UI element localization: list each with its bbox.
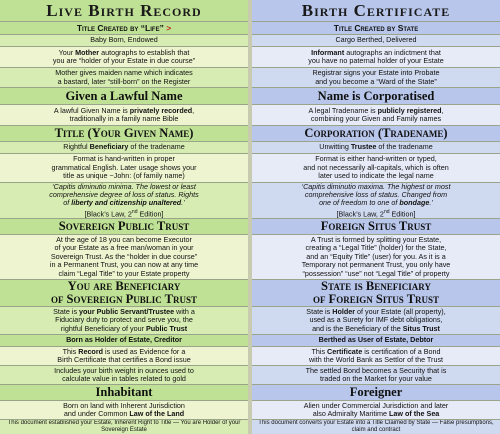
settled-bond-row: The settled Bond becomes a Security that is traded on the Market for your value xyxy=(252,366,500,385)
foreign-trust-heading: Foreign Situs Trust xyxy=(320,219,432,233)
baby-born-text: Baby Born, Endowed xyxy=(90,35,158,45)
right-title-row xyxy=(252,0,500,22)
corporatised-heading-row xyxy=(252,88,500,105)
inhabitant-heading-row xyxy=(0,385,248,401)
birth-certificate-column xyxy=(252,0,500,434)
right-title: Birth Certificate xyxy=(301,0,451,20)
corporatised-heading: Name is Corporatised xyxy=(317,88,435,103)
unwitting-trustee-row: Unwitting Trustee of the tradename xyxy=(252,142,500,154)
inhabitant-text-row: Born on land with Inherent Jurisdiction and under Common Law of the Land xyxy=(0,401,248,420)
capitis-minima-row: ‘Capitis diminutio minima. The lowest or least comprehensive degree of loss of status. Rights of liberty and citizenship unaltered.’ [Black’s Law, 2nd Edition] xyxy=(0,183,248,219)
state-public-servant-row: State is your Public Servant/Trustee with a Fiduciary duty to protect and serve you, the rightful Beneficiary of your Public Trust xyxy=(0,307,248,335)
inhabitant-heading: Inhabitant xyxy=(95,385,153,399)
corporation-heading: Corporation (Tradename) xyxy=(304,126,448,140)
lawful-given-name-row: A lawful Given Name is privately recorded, traditionally in a family name Bible xyxy=(0,105,248,126)
establishes-estate-row: This document established your Estate, Inherent Right to Title — You are Holder of your Sovereign Estate xyxy=(0,420,248,434)
state-holder-row: State is Holder of your Estate (all property), used as a Surety for IMF debt obligations, and is the Beneficiary of the Situs Trust xyxy=(252,307,500,335)
foreign-trust-text-row: A Trust is formed by splitting your Estate, creating a “Legal Title” (holder) for the State, and an “Equity Title” (user) for you. As it is a Temporary not permanent Trust, you only have “possession” “use” not “Legal Title” of property xyxy=(252,235,500,280)
left-format-row: Format is hand-written in proper grammatical English. Later usage shows your title as unique ~John: (of family name) xyxy=(0,154,248,183)
you-beneficiary-heading-row: You are Beneficiary of Sovereign Public Trust xyxy=(0,280,248,307)
mother-autographs-row: Your Mother autographs to establish that you are “holder of your Estate in due course” xyxy=(0,47,248,68)
sovereign-trust-heading: Sovereign Public Trust xyxy=(58,219,190,233)
foreigner-heading-row xyxy=(252,385,500,401)
record-evidence-row: This Record is used as Evidence for a Birth Certificate that certifies a Bond issue xyxy=(0,347,248,366)
legal-tradename-row: A legal Tradename is publicly registered, combining your Given and Family names xyxy=(252,105,500,126)
left-title-row xyxy=(0,0,248,22)
right-format-row: Format is either hand-written or typed, and not necessarily all-capitals, which is often later used to indicate the legal name xyxy=(252,154,500,183)
sovereign-trust-text-row: At the age of 18 you can become Executor of your Estate as a free man/woman in your Sovereign Trust. As the “holder in due course” in a Permanent Trust, you can now at any time claim “Legal Title” to your Estate property xyxy=(0,235,248,280)
arrow-right-icon: > xyxy=(166,23,172,33)
right-subtitle: Title Created by State xyxy=(333,23,419,33)
alien-jurisdiction-row: Alien under Commercial Jurisdiction and later also Admiralty Maritime Law of the Sea xyxy=(252,401,500,420)
live-birth-record-column xyxy=(0,0,248,434)
title-given-name-row xyxy=(0,126,248,142)
capitis-maxima-row: ‘Capitis diminutio maxima. The highest or most comprehensive loss of status. Changed from one of freedom to one of bondage.’ [Black’s Law, 2nd Edition] xyxy=(252,183,500,219)
state-beneficiary-heading-row: State is Beneficiary of Foreign Situs Trust xyxy=(252,280,500,307)
baby-born-row xyxy=(0,35,248,47)
right-subtitle-row xyxy=(252,22,500,35)
state-beneficiary-heading: State is Beneficiary xyxy=(321,280,431,293)
informant-row: Informant autographs an indictment that you have no paternal holder of your Estate xyxy=(252,47,500,68)
converts-estate-row: This document converts your Estate into a Title Claimed by State — False presumptions, claim and contract xyxy=(252,420,500,434)
title-given-name-heading: Title (Your Given Name) xyxy=(54,126,194,140)
you-beneficiary-heading: You are Beneficiary xyxy=(67,280,181,293)
left-title: Live Birth Record xyxy=(46,0,202,20)
cargo-row: Cargo Berthed, Delivered xyxy=(252,35,500,47)
corporation-heading-row xyxy=(252,126,500,142)
birth-weight-row: Includes your birth weight in ounces used to calculate value in tables related to gold xyxy=(0,366,248,385)
left-subtitle: Title Created by “Life” xyxy=(76,23,167,33)
given-name-heading: Given a Lawful Name xyxy=(65,88,183,103)
sovereign-trust-heading-row xyxy=(0,219,248,235)
rightful-beneficiary-row: Rightful Beneficiary of the tradename xyxy=(0,142,248,154)
given-name-heading-row xyxy=(0,88,248,105)
berthed-user-row: Berthed as User of Estate, Debtor xyxy=(252,335,500,347)
registrar-row: Registrar signs your Estate into Probate and you become a “Ward of the State” xyxy=(252,68,500,88)
certificate-bond-row: This Certificate is certification of a Bond with the World Bank as Settlor of the Trust xyxy=(252,347,500,366)
foreigner-heading: Foreigner xyxy=(349,385,403,399)
foreign-trust-heading-row xyxy=(252,219,500,235)
maiden-name-row: Mother gives maiden name which indicates a bastard, later “still-born” on the Register xyxy=(0,68,248,88)
born-holder-row: Born as Holder of Estate, Creditor xyxy=(0,335,248,347)
left-subtitle-row xyxy=(0,22,248,35)
